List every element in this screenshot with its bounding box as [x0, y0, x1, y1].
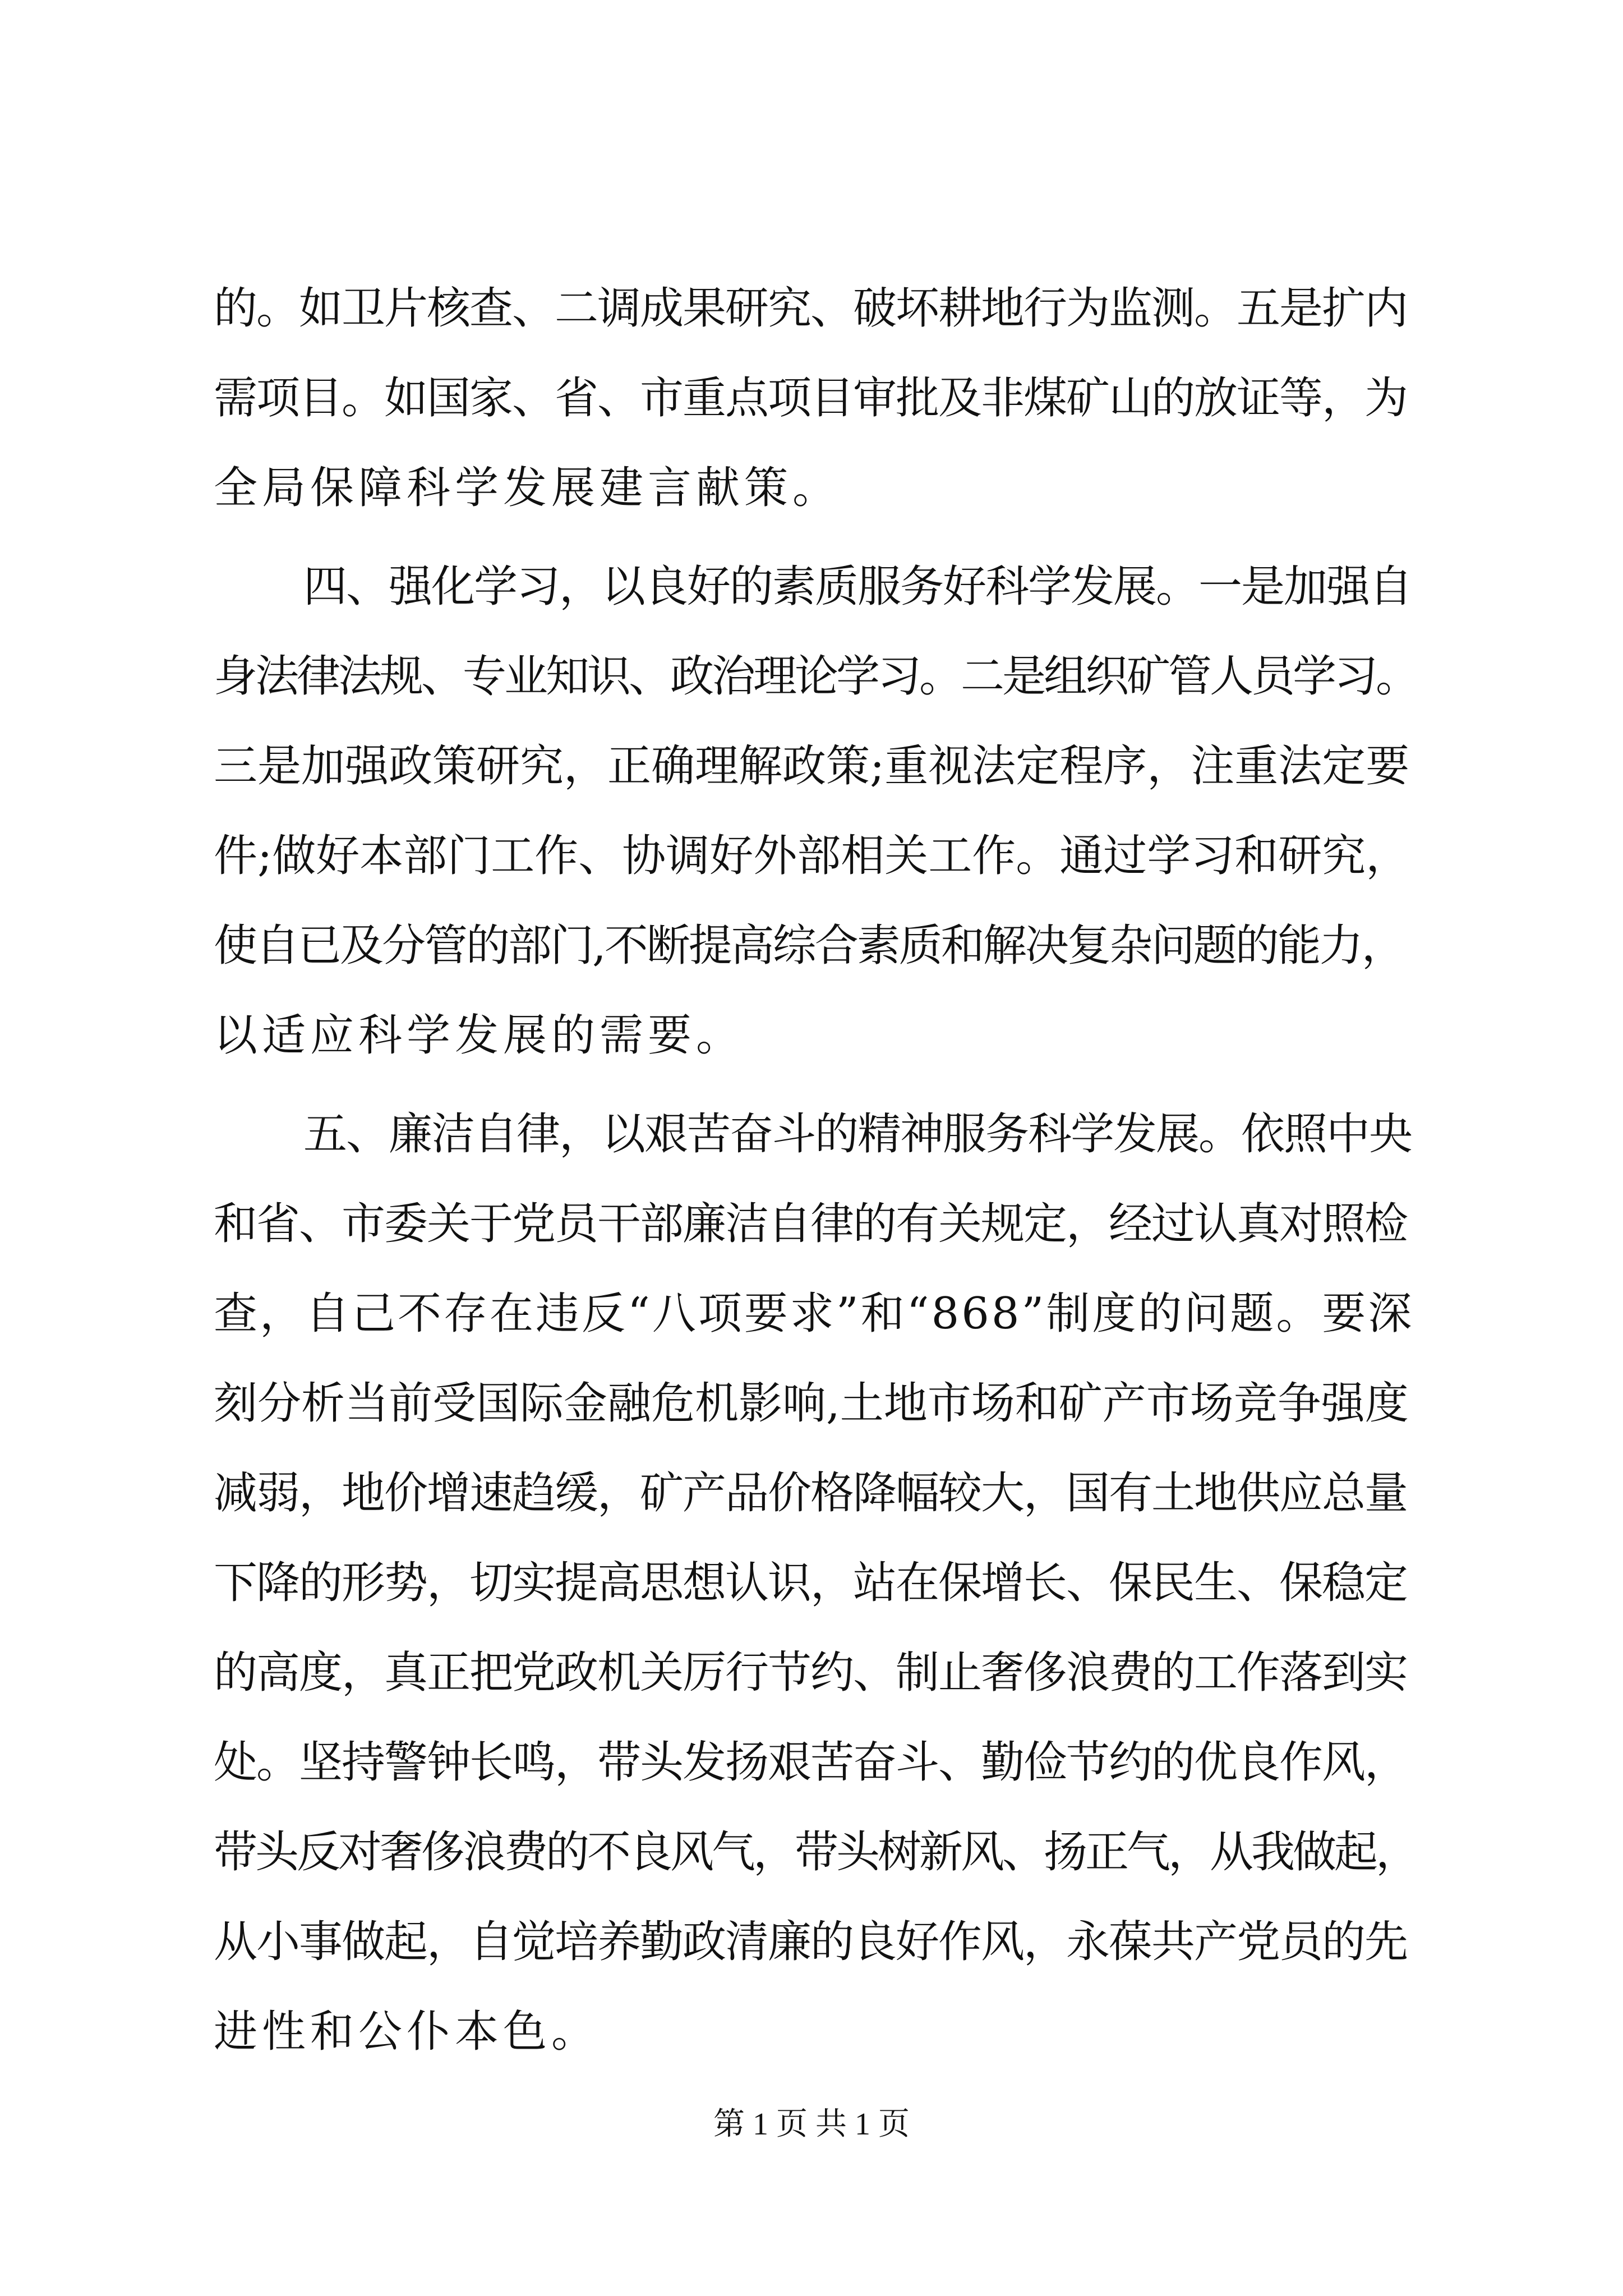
text-line: 全局保障科学发展建言献策。	[214, 463, 841, 513]
text-line: 四、强化学习，以良好的素质服务好科学发展。一是加强自	[303, 562, 1412, 612]
text-line: 的高度，真正把党政机关厉行节约、制止奢侈浪费的工作落到实	[214, 1648, 1408, 1698]
text-line: 减弱，地价增速趋缓，矿产品价格降幅较大，国有土地供应总量	[214, 1468, 1408, 1519]
paragraph	[214, 542, 1419, 1080]
text-line: 下降的形势，切实提高思想认识，站在保增长、保民生、保稳定	[214, 1558, 1408, 1608]
text-line: 五、廉洁自律，以艰苦奋斗的精神服务科学发展。依照中央	[303, 1109, 1412, 1159]
text-line: 查，自己不存在违反“八项要求”和“868”制度的问题。要深	[214, 1289, 1414, 1339]
text-line: 身法律法规、专业知识、政治理论学习。二是组织矿管人员学习。	[214, 651, 1418, 702]
text-line: 件;做好本部门工作、协调好外部相关工作。通过学习和研究，	[214, 831, 1410, 881]
document-body	[214, 264, 1419, 2077]
text-line: 从小事做起，自觉培养勤政清廉的良好作风，永葆共产党员的先	[214, 1917, 1408, 1967]
text-line: 带头反对奢侈浪费的不良风气，带头树新风、扬正气，从我做起，	[214, 1827, 1418, 1878]
text-line: 进性和公仆本色。	[214, 2007, 600, 2057]
text-line: 处。坚持警钟长鸣，带头发扬艰苦奋斗、勤俭节约的优良作风，	[214, 1737, 1408, 1788]
text-line: 和省、市委关于党员干部廉洁自律的有关规定，经过认真对照检	[214, 1199, 1408, 1249]
paragraph-gap	[214, 533, 1419, 542]
paragraph	[214, 264, 1419, 533]
paragraph	[214, 1089, 1419, 2077]
text-line: 以适应科学发展的需要。	[214, 1010, 745, 1061]
text-line: 使自已及分管的部门,不断提高综合素质和解决复杂问题的能力，	[214, 921, 1404, 971]
text-line: 刻分析当前受国际金融危机影响,土地市场和矿产市场竞争强度	[214, 1378, 1409, 1429]
page-footer: 第 1 页 共 1 页	[713, 2107, 910, 2142]
text-line: 三是加强政策研究，正确理解政策;重视法定程序，注重法定要	[214, 741, 1410, 792]
text-line: 的。如卫片核查、二调成果研究、破坏耕地行为监测。五是扩内	[214, 283, 1408, 334]
paragraph-gap	[214, 1080, 1419, 1089]
text-line: 需项目。如国家、省、市重点项目审批及非煤矿山的放证等，为	[214, 373, 1408, 424]
